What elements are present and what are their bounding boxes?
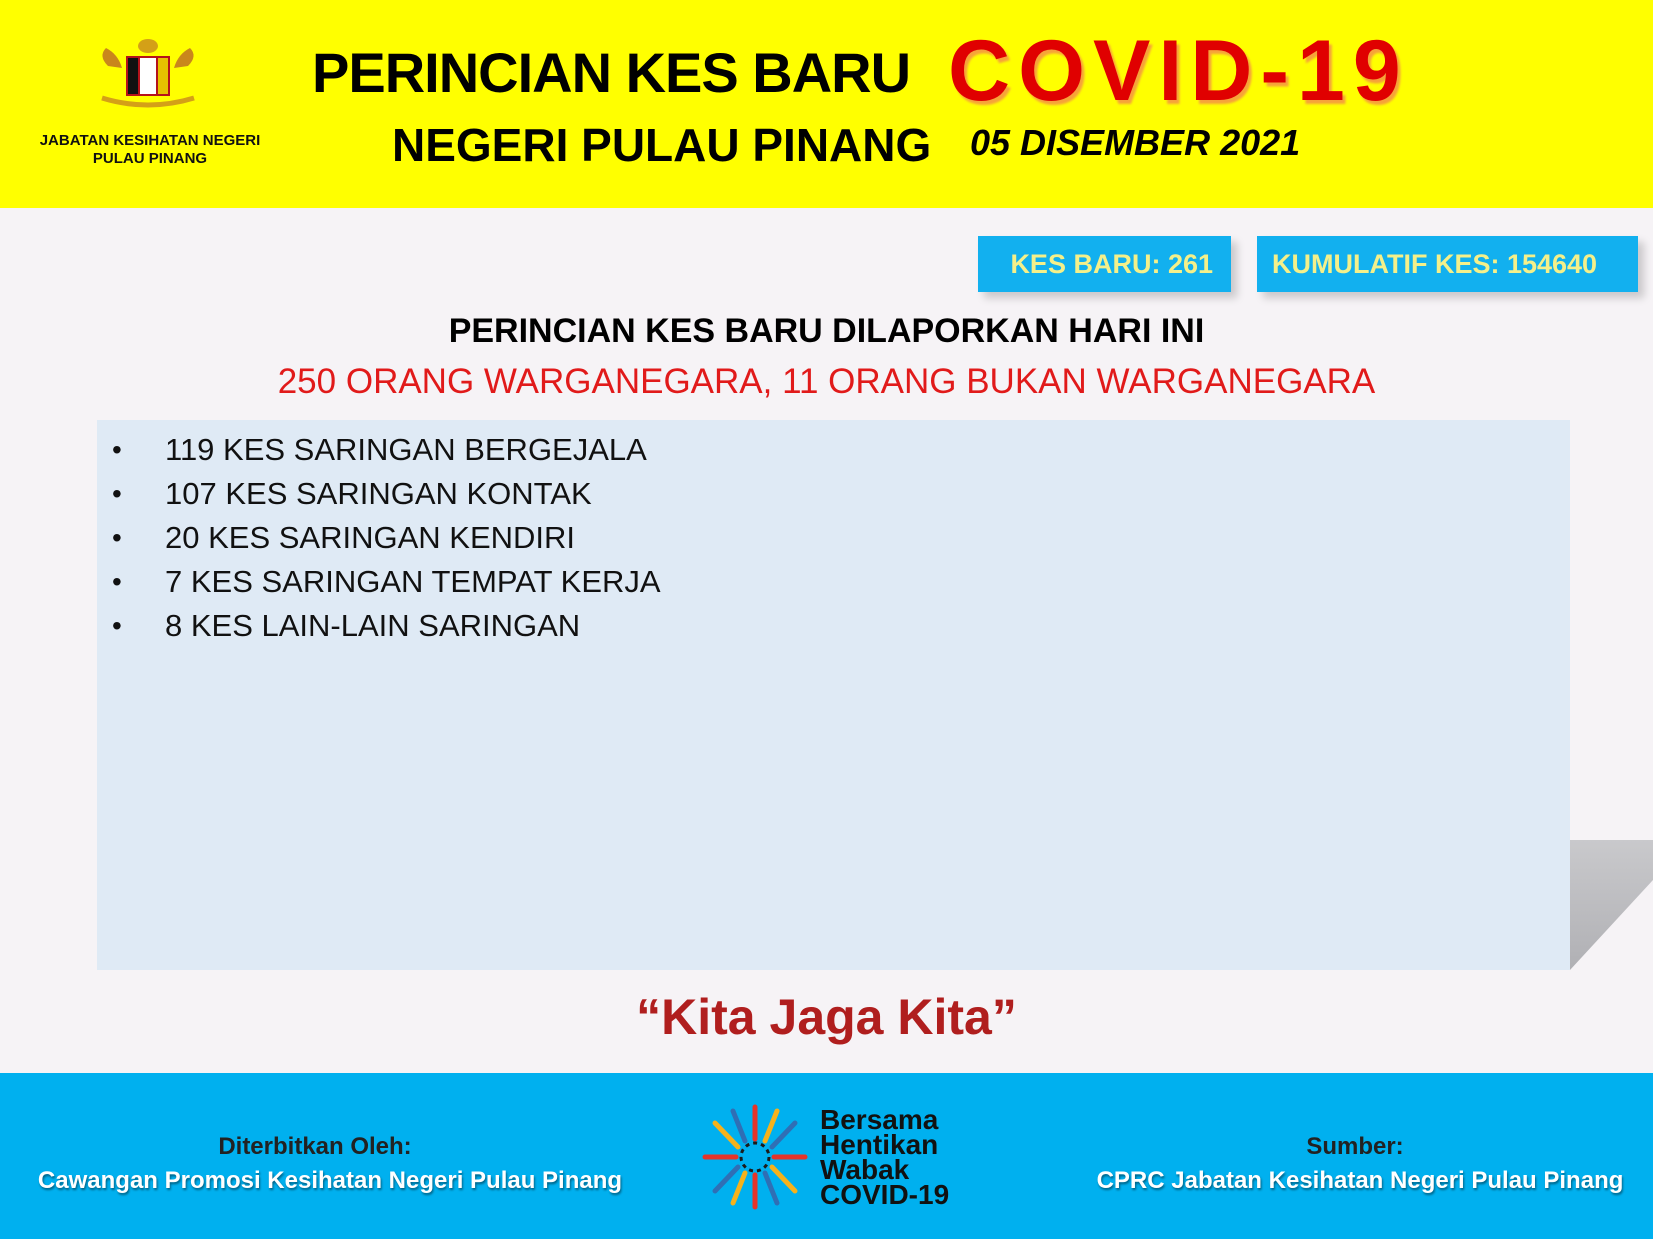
covid-title: COVID-19 [948,23,1409,119]
header-banner [0,0,1653,208]
department-name: JABATAN KESIHATAN NEGERI PULAU PINANG [39,132,261,167]
case-breakdown-list [97,420,1570,648]
list-item: • 8 KES LAIN-LAIN SARINGAN [97,604,1570,648]
case-breakdown-panel [97,420,1570,970]
source: CPRC Jabatan Kesihatan Negeri Pulau Pinang [1096,1167,1624,1194]
state-title: NEGERI PULAU PINANG [392,119,932,171]
footer [0,1073,1653,1239]
published-by: Cawangan Promosi Kesihatan Negeri Pulau Pinang [37,1167,623,1194]
page-title: PERINCIAN KES BARU [312,41,911,104]
panel-shadow [1570,840,1653,970]
bullet-icon: • [112,478,122,509]
bullet-icon: • [112,610,122,641]
slogan: “Kita Jaga Kita” [636,989,1017,1045]
report-date: 05 DISEMBER 2021 [970,122,1301,163]
new-cases-badge: KES BARU: 261 [978,236,1231,292]
section-subtitle: 250 ORANG WARGANEGARA, 11 ORANG BUKAN WARGANEGARA [277,362,1376,401]
list-item: • 20 KES SARINGAN KENDIRI [97,516,1570,560]
list-item: • 107 KES SARINGAN KONTAK [97,472,1570,516]
published-heading: Diterbitkan Oleh: [218,1133,412,1160]
cumulative-cases-badge: KUMULATIF KES: 154640 [1257,236,1638,292]
section-title: PERINCIAN KES BARU DILAPORKAN HARI INI [448,312,1205,350]
list-item: • 7 KES SARINGAN TEMPAT KERJA [97,560,1570,604]
bullet-icon: • [112,522,122,553]
bullet-icon: • [112,434,122,465]
bullet-icon: • [112,566,122,597]
campaign-logo-text: Bersama Hentikan Wabak COVID-19 [820,1104,950,1210]
list-item: • 119 KES SARINGAN BERGEJALA [97,428,1570,472]
source-heading: Sumber: [1306,1133,1404,1160]
coat-of-arms-icon [88,36,208,116]
